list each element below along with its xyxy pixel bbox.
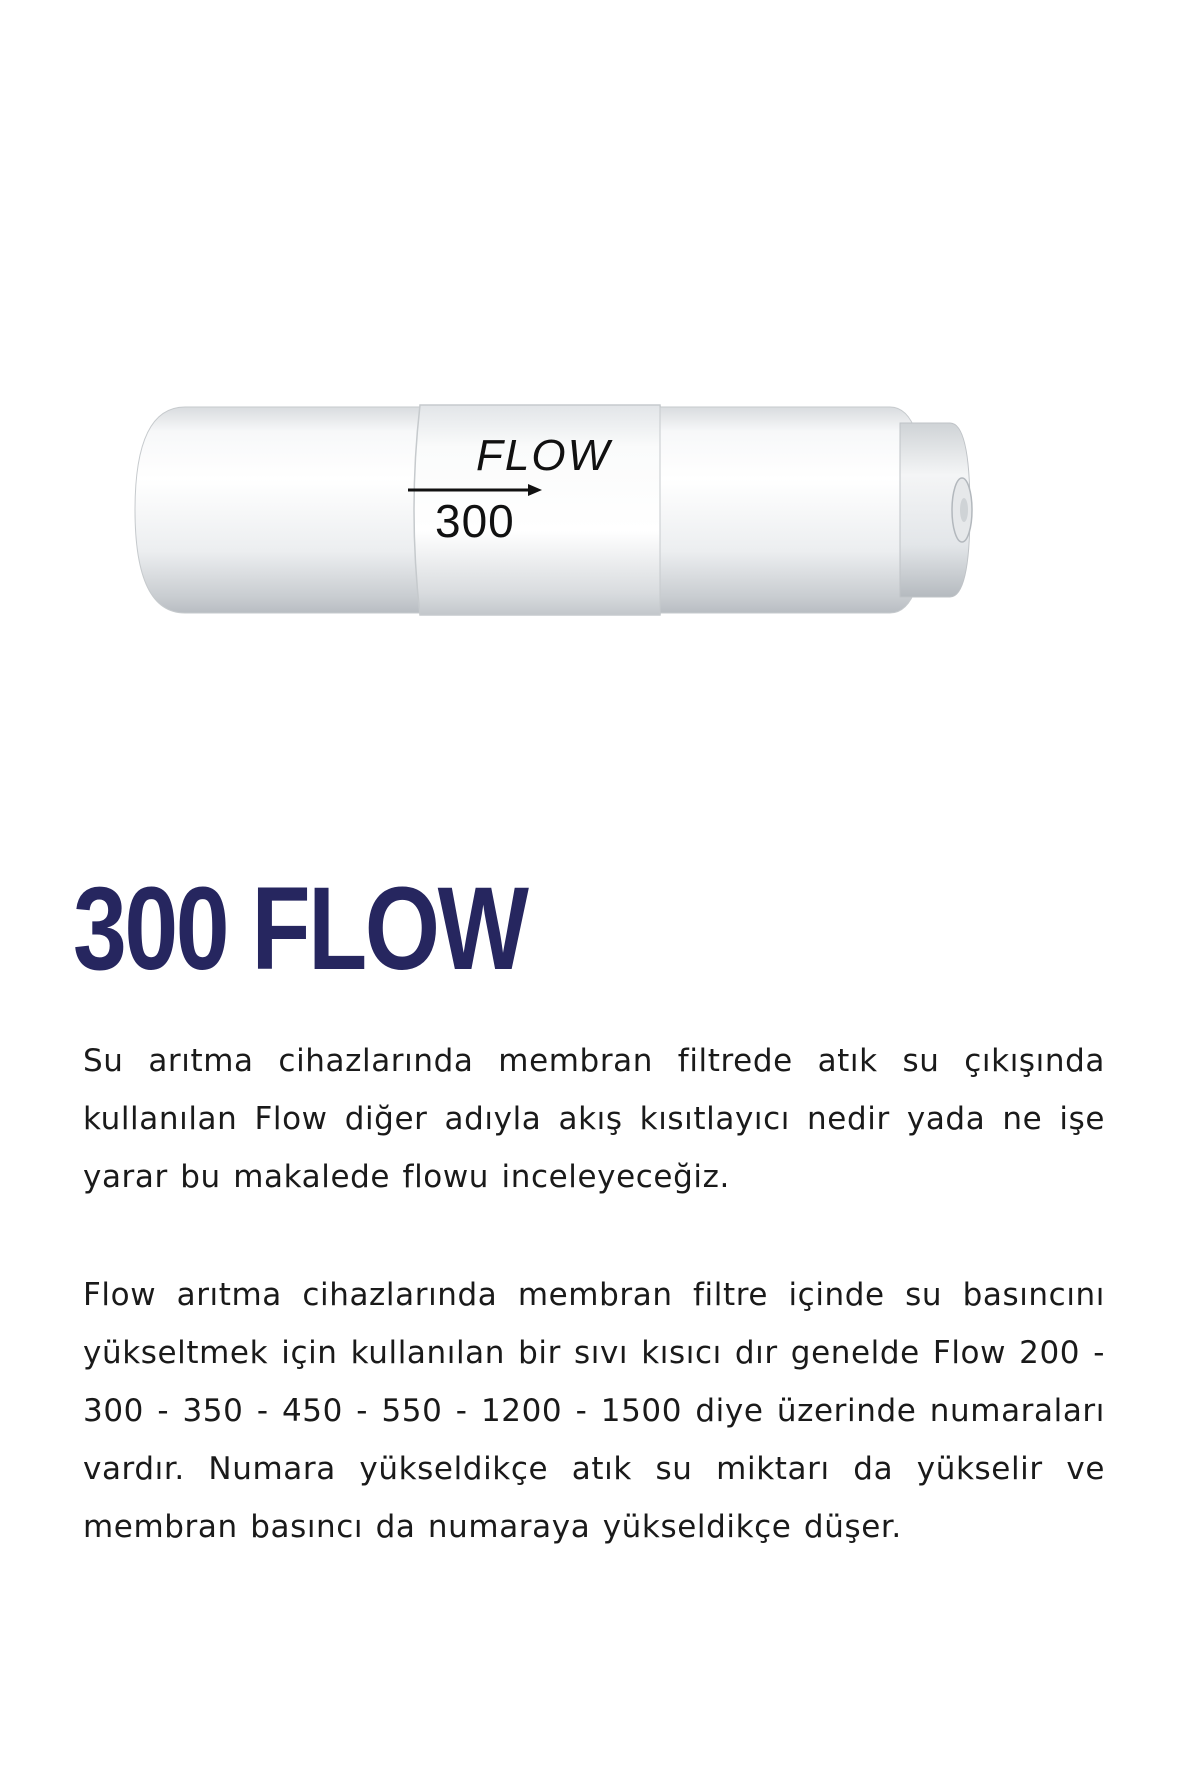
flow-restrictor-image — [130, 395, 1050, 635]
product-label-number: 300 — [435, 495, 515, 547]
description-paragraph: Flow arıtma cihazlarında membran filtre içinde su basıncını yükseltmek için kullanılan bir sıvı kısıcı dır genelde Flow 200 - 300 - 350 - 450 - 550 - 1200 - 1500 diye üzerinde numaraları vardır. Numara yükseldikçe atık su miktarı da yükselir ve membran basıncı da numaraya yükseldikçe düşer. — [83, 1277, 1105, 1545]
page-title: 300 FLOW — [73, 863, 527, 995]
intro-paragraph: Su arıtma cihazlarında membran filtrede atık su çıkışında kullanılan Flow diğer adıyla akış kısıtlayıcı nedir yada ne işe yarar bu makalede flowu inceleyeceğiz. — [83, 1043, 1105, 1195]
left-body-section — [135, 407, 420, 613]
product-label-flow: FLOW — [476, 431, 612, 480]
outlet-hole — [960, 498, 968, 522]
right-body-section — [660, 407, 925, 613]
flow-restrictor-illustration — [130, 395, 1050, 635]
